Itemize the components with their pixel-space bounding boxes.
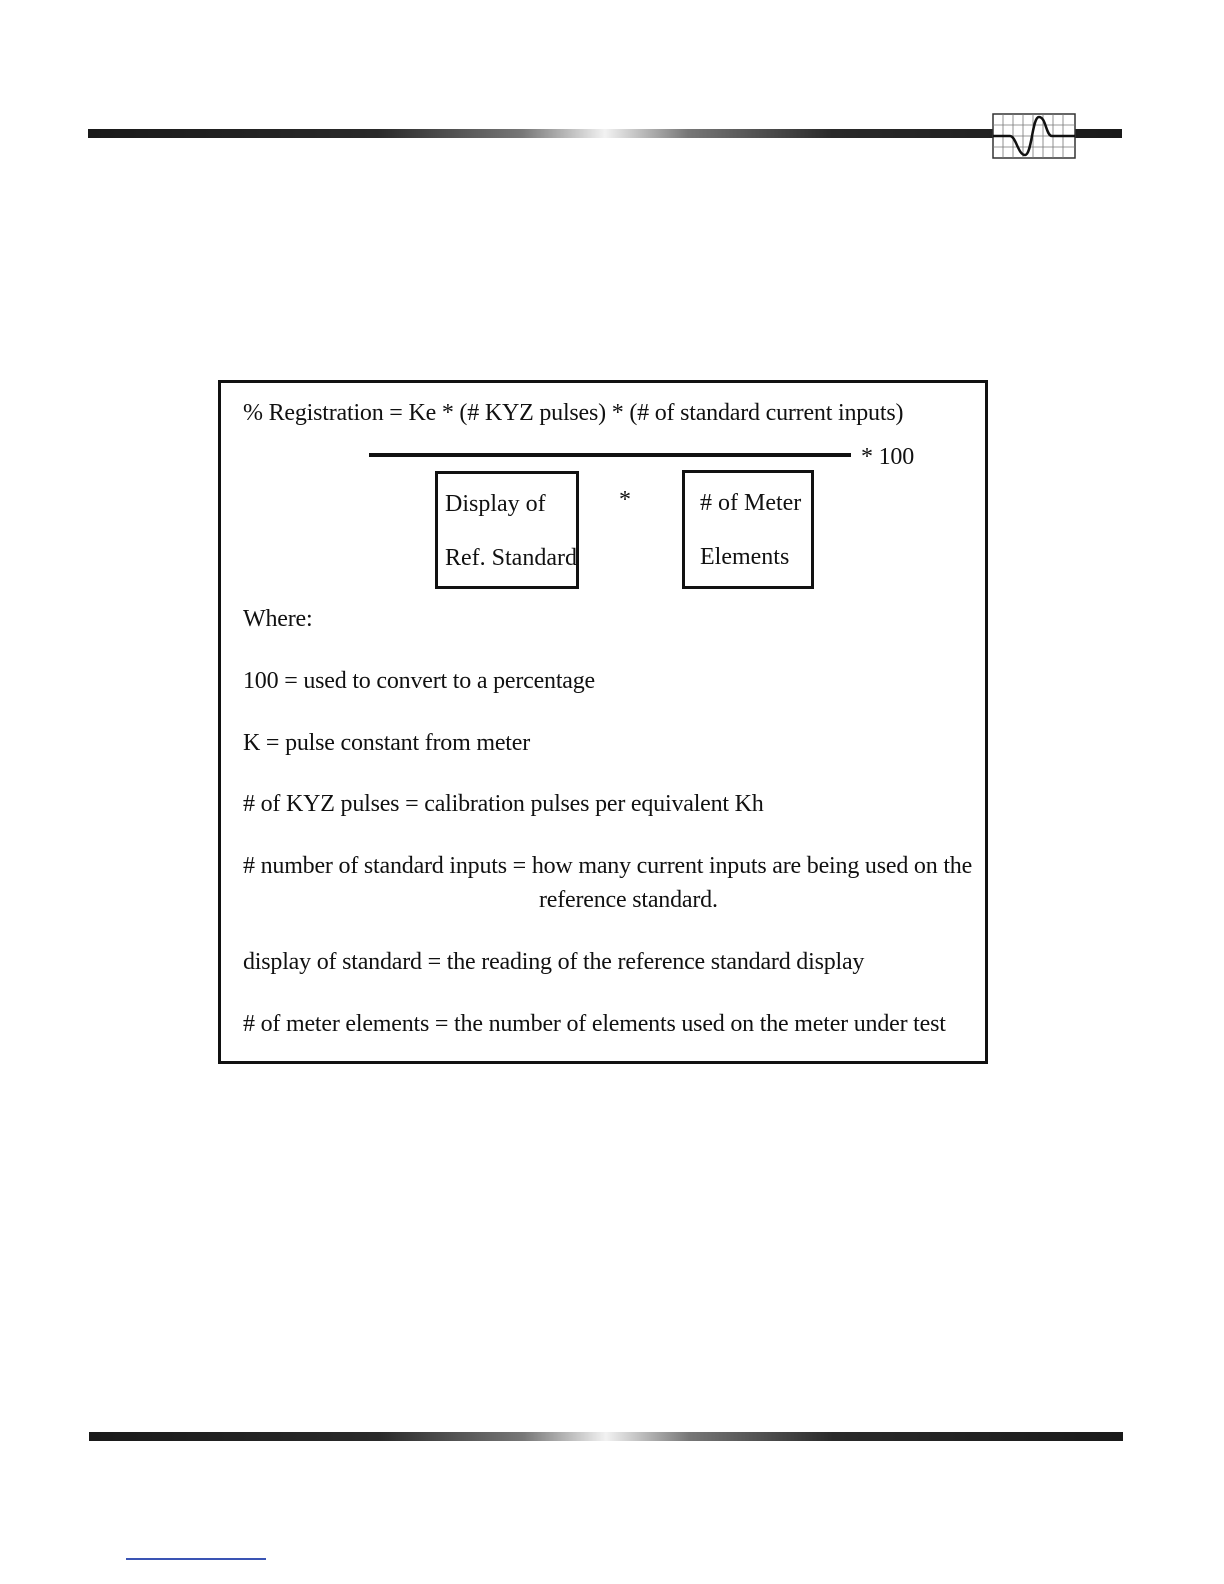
definitions-heading: Where: (243, 606, 313, 632)
term1-line2: Ref. Standard (445, 545, 577, 571)
term1-line1: Display of (445, 491, 546, 517)
definition-100: 100 = used to convert to a percentage (243, 668, 596, 694)
meter-elements-box (682, 470, 814, 589)
term2-line2: Elements (700, 544, 790, 570)
header-rule (88, 129, 1122, 138)
display-of-ref-standard-box (435, 471, 579, 589)
definition-display-of-standard: display of standard = the reading of the reference standard display (243, 949, 865, 975)
footer-rule (89, 1432, 1123, 1441)
waveform-grid-logo-icon (992, 113, 1076, 159)
formula-multiplier: * 100 (861, 444, 915, 470)
definition-standard-inputs-continued: reference standard. (539, 887, 718, 913)
footer-link-underline[interactable] (126, 1558, 266, 1560)
denominator-operator: * (619, 487, 631, 513)
definition-kyz-pulses: # of KYZ pulses = calibration pulses per equivalent Kh (243, 791, 764, 817)
definition-standard-inputs: # number of standard inputs = how many current inputs are being used on the (243, 853, 973, 879)
formula-numerator: % Registration = Ke * (# KYZ pulses) * (# of standard current inputs) (243, 400, 904, 426)
fraction-bar (369, 453, 851, 457)
definition-meter-elements: # of meter elements = the number of elements used on the meter under test (243, 1011, 946, 1037)
registration-formula-box (218, 380, 988, 1064)
definition-k: K = pulse constant from meter (243, 730, 530, 756)
term2-line1: # of Meter (700, 490, 802, 516)
